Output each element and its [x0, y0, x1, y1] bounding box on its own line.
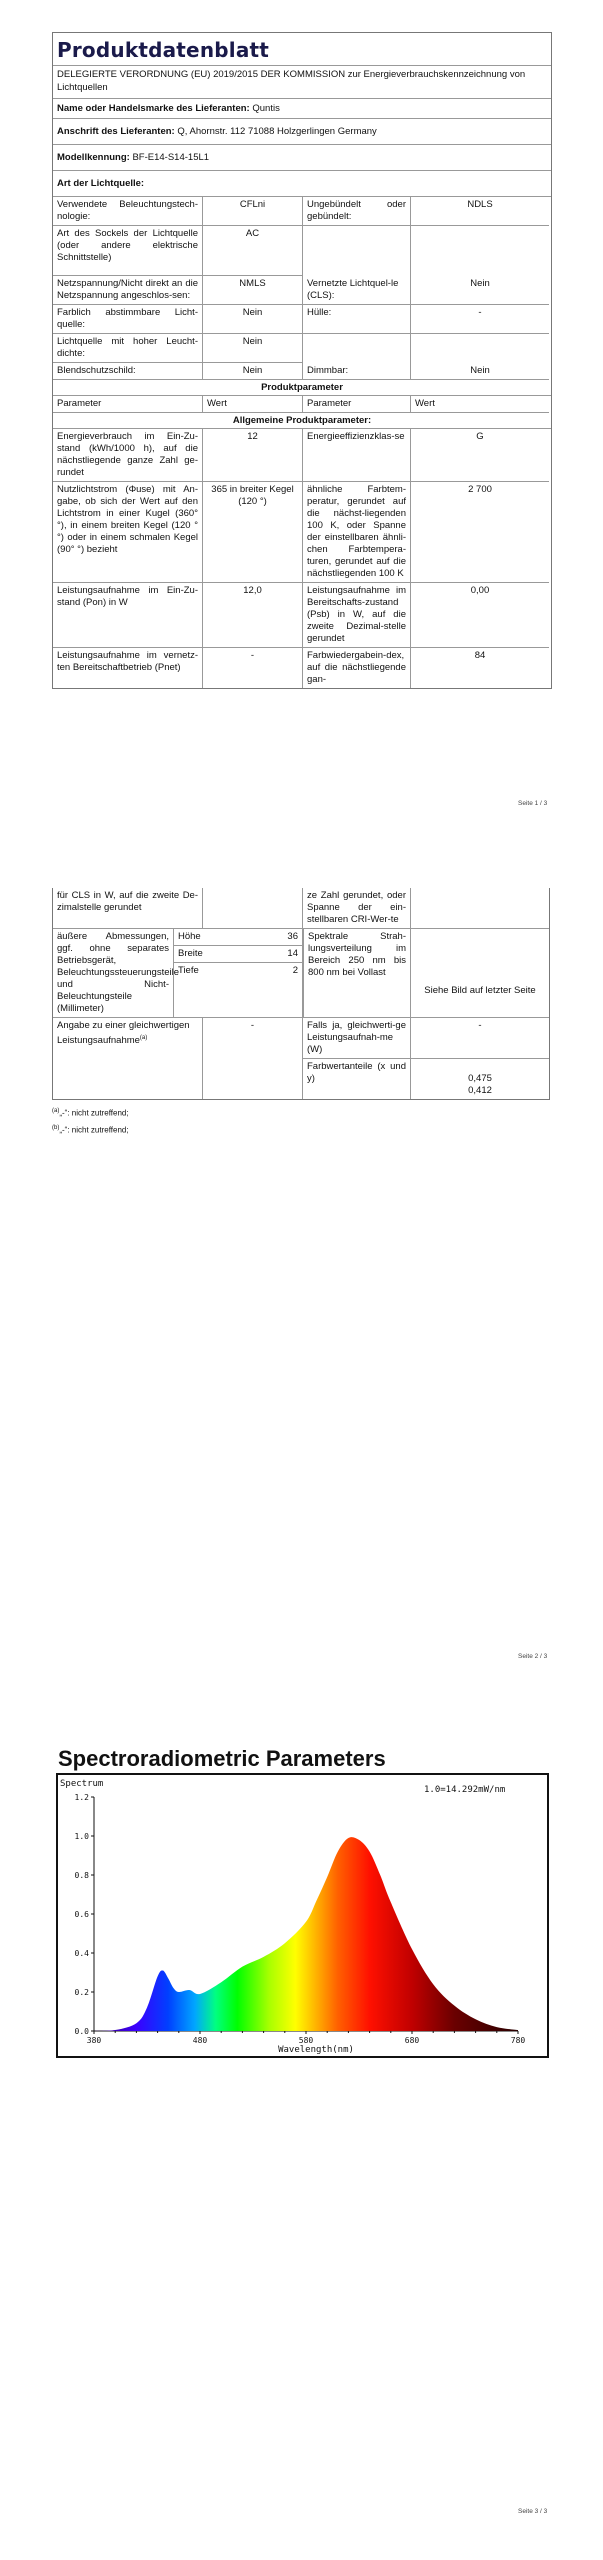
dimmable-value: Nein [411, 363, 549, 380]
luminous-flux-label: Nutzlichtstrom (Φuse) mit An-gabe, ob sich der Wert auf den Lichtstrom in einer Kugel (360° °), in einem breiten Kegel (120 °°) oder in einem schmalen Kegel (90° °) bezieht [53, 482, 203, 583]
directional-label: Ungebündelt oder gebündelt: [303, 197, 411, 226]
spectrum-annotation: 1.0=14.292mW/nm [424, 1785, 506, 1795]
cri-label: Farbwiedergabein-dex, auf die nächstliegende gan- [303, 648, 411, 688]
footnote-b [52, 1121, 550, 1138]
if-yes-label: Falls ja, gleichwerti-ge Leistungsaufnah-me (W) [303, 1018, 411, 1059]
net-standby-label-cont: für CLS in W, auf die zweite De-zimalstelle gerundet [53, 888, 203, 929]
empty-cell [203, 1059, 303, 1099]
x-tick-label: 680 [404, 2036, 420, 2045]
width-row [174, 946, 302, 963]
tunable-value: Nein [203, 305, 303, 334]
model-row [53, 145, 551, 171]
param-header: Parameter [53, 396, 203, 413]
type-grid [53, 197, 551, 380]
width-value: 14 [287, 948, 298, 959]
spectral-value: Siehe Bild auf letzter Seite [424, 985, 536, 996]
energy-consumption-value: 12 [203, 429, 303, 482]
equivalent-label: Angabe zu einer gleichwertigen Leistungsaufnahme [57, 1020, 190, 1047]
y-tick-label: 0.4 [74, 1949, 89, 1958]
product-params-head: Produktparameter [53, 380, 551, 396]
value-header: Wert [411, 396, 549, 413]
supplier-name-value: Quntis [252, 103, 280, 114]
spectrum-svg [58, 1775, 547, 2056]
footnote-a [52, 1104, 550, 1121]
standby-power-value: 0,00 [411, 583, 549, 648]
spectrum-xlabel: Wavelength(nm) [278, 2045, 354, 2055]
value-header: Wert [203, 396, 303, 413]
socket-value: AC [203, 226, 303, 276]
spectrum-ylabel: Spectrum [60, 1779, 104, 1789]
footnote-a-text: „-“: nicht zutreffend; [59, 1108, 129, 1118]
footnote-a-mark: (a) [52, 1108, 60, 1114]
chromaticity-y: 0,412 [468, 1085, 492, 1096]
efficiency-class-label: Energieeffizienzklas-se [303, 429, 411, 482]
cls-value: Nein [411, 276, 549, 305]
supplier-address-value: Q, Ahornstr. 112 71088 Holzgerlingen Germany [177, 126, 377, 137]
chromaticity-label: Farbwertanteile (x und y) [303, 1059, 411, 1099]
spectro-title: Spectroradiometric Parameters [58, 1746, 386, 1771]
equivalent-label-cell [53, 1018, 203, 1059]
y-tick-label: 1.0 [74, 1832, 89, 1841]
equivalent-grid [53, 1018, 549, 1099]
spectrum-area [94, 1837, 518, 2031]
continued-box [52, 888, 550, 1100]
x-tick-label: 580 [298, 2036, 314, 2045]
general-params-head: Allgemeine Produktparameter: [53, 413, 551, 429]
mains-label: Netzspannung/Nicht direkt an die Netzspannung angeschlos-sen: [53, 276, 203, 305]
height-value: 36 [287, 931, 298, 942]
empty-cell [411, 888, 549, 929]
model-value: BF-E14-S14-15L1 [132, 152, 210, 163]
on-mode-power-value: 12,0 [203, 583, 303, 648]
envelope-value: - [411, 305, 549, 334]
if-yes-value: - [411, 1018, 549, 1059]
y-tick-label: 0.2 [74, 1988, 89, 1997]
luminous-flux-value: 365 in breiter Kegel (120 °) [203, 482, 303, 583]
supplier-address-row [53, 119, 551, 145]
cri-label-cont: ze Zahl gerundet, oder Spanne der ein-stellbaren CRI-Wer-te [303, 888, 411, 929]
equivalent-value: - [203, 1018, 303, 1059]
supplier-name-label: Name oder Handelsmarke des Lieferanten: [57, 103, 250, 114]
empty-cell [411, 226, 549, 276]
empty-cell [53, 1059, 203, 1099]
param-header: Parameter [303, 396, 411, 413]
x-tick-label: 480 [192, 2036, 208, 2045]
cct-label: ähnliche Farbtem-peratur, gerundet auf die nächst-liegenden 100 K, oder Spanne der einstellbaren ähnli-chen Farbtempera-turen, gerundet auf die nächstliegenden 100 K [303, 482, 411, 583]
cri-value: 84 [474, 650, 486, 661]
dimensions-subtable [173, 929, 303, 1017]
tech-label: Verwendete Beleuchtungstech-nologie: [53, 197, 203, 226]
param-header-row [53, 396, 551, 413]
empty-cell [203, 888, 303, 929]
energy-consumption-label: Energieverbrauch im Ein-Zu-stand (kWh/1000 h), auf die nächstliegende ganze Zahl ge-rundet [53, 429, 203, 482]
dimensions-label: äußere Abmessungen, ggf. ohne separates Betriebsgerät, Beleuchtungssteuerungsteile und Nicht-Beleuchtungsteile (Millimeter) [57, 931, 180, 1014]
supplier-address-label: Anschrift des Lieferanten: [57, 126, 175, 137]
depth-label: Tiefe [178, 965, 199, 976]
on-mode-power-label: Leistungsaufnahme im Ein-Zu-stand (Pon) in W [53, 583, 203, 648]
width-label: Breite [178, 948, 203, 959]
directional-value: NDLS [411, 197, 549, 226]
y-tick-label: 0.0 [74, 2027, 89, 2036]
model-label: Modellkennung: [57, 152, 130, 163]
y-tick-label: 1.2 [74, 1793, 89, 1802]
x-tick-label: 780 [510, 2036, 526, 2045]
mains-value: NMLS [203, 276, 303, 305]
cct-value: 2 700 [411, 482, 549, 583]
page-title: Produktdatenblatt [53, 33, 551, 66]
dimmable-label: Dimmbar: [303, 363, 411, 380]
x-tick-label: 380 [86, 2036, 102, 2045]
type-label: Art der Lichtquelle: [57, 178, 145, 189]
cont-grid [53, 888, 549, 929]
glare-label: Blendschutzschild: [53, 363, 203, 380]
general-grid [53, 429, 551, 688]
y-tick-label: 0.8 [74, 1871, 89, 1880]
y-tick-label: 0.6 [74, 1910, 89, 1919]
empty-cell [411, 334, 549, 363]
page-number: Seite 2 / 3 [518, 1653, 548, 1660]
chromaticity-values [411, 1059, 549, 1099]
regulation-text: DELEGIERTE VERORDNUNG (EU) 2019/2015 DER KOMMISSION zur Energieverbrauchskennzeichnung von Lichtquellen [53, 66, 551, 99]
net-standby-value: - [203, 648, 303, 688]
depth-row [174, 963, 302, 979]
socket-label: Art des Sockels der Lichtquelle (oder andere elektrische Schnittstelle) [53, 226, 203, 276]
datasheet-table-continued [52, 888, 550, 1137]
type-row [53, 171, 551, 197]
standby-power-label: Leistungsaufnahme im Bereitschafts-zustand (Psb) in W, auf die zweite Dezimal-stelle gerundet [303, 583, 411, 648]
footnote-ref-a: (a) [139, 1035, 148, 1041]
page-number: Seite 3 / 3 [518, 2508, 548, 2515]
height-label: Höhe [178, 931, 201, 942]
footnote-b-text: „-“: nicht zutreffend; [59, 1125, 129, 1135]
datasheet-table [52, 32, 552, 689]
chromaticity-x: 0,475 [468, 1073, 492, 1084]
high-luminance-label: Lichtquelle mit hoher Leucht-dichte: [53, 334, 203, 363]
height-row [174, 929, 302, 946]
depth-value: 2 [292, 965, 298, 976]
high-luminance-value: Nein [203, 334, 303, 363]
glare-value: Nein [203, 363, 303, 380]
dimensions-row [53, 929, 549, 1018]
envelope-label: Hülle: [303, 305, 411, 334]
page-number: Seite 1 / 3 [518, 800, 548, 807]
empty-cell [303, 226, 411, 276]
spectrum-chart [56, 1773, 549, 2058]
footnote-b-mark: (b) [52, 1124, 60, 1131]
supplier-name-row [53, 99, 551, 119]
net-standby-label: Leistungsaufnahme im vernetz-ten Bereitschaftbetrieb (Pnet) [53, 648, 203, 688]
cls-label: Vernetzte Lichtquel-le (CLS): [303, 276, 411, 305]
efficiency-class-value: G [411, 429, 549, 482]
spectral-label: Spektrale Strah-lungsverteilung im Bereich 250 nm bis 800 nm bei Vollast [303, 929, 411, 1017]
tech-value: CFLni [203, 197, 303, 226]
tunable-label: Farblich abstimmbare Licht-quelle: [53, 305, 203, 334]
footnotes [52, 1104, 550, 1137]
empty-cell [303, 334, 411, 363]
